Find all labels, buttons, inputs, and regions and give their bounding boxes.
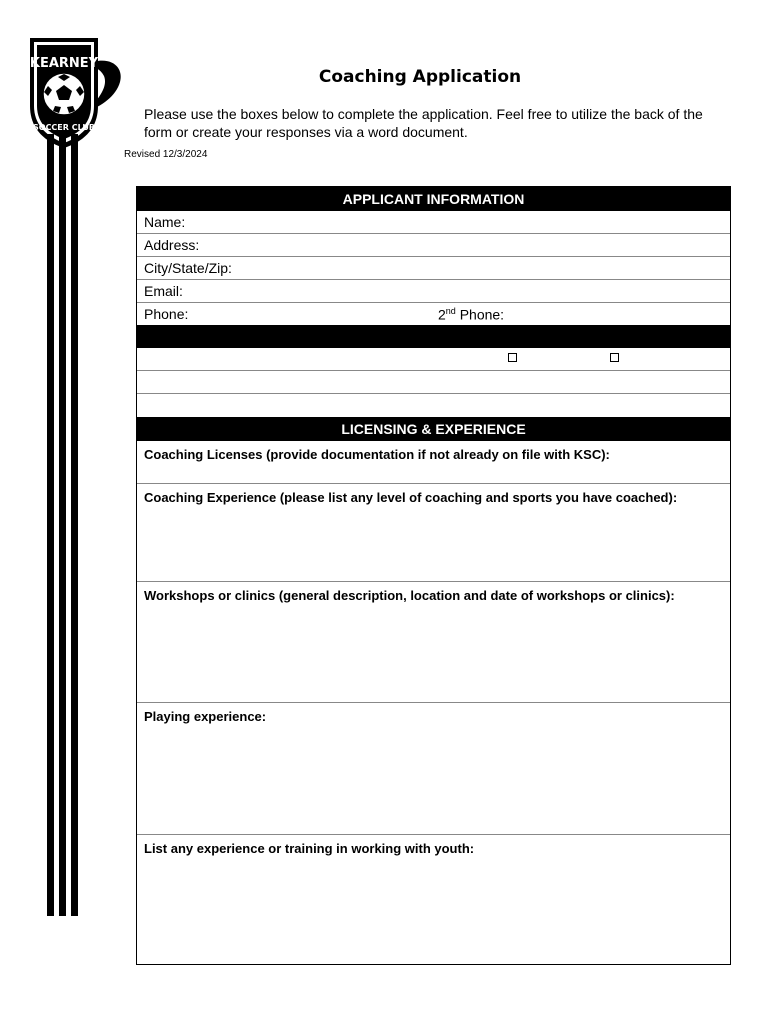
address-row[interactable] (137, 234, 730, 257)
licenses-label: Coaching Licenses (provide documentation if not already on file with KSC): (144, 447, 610, 462)
playing-experience-label: Playing experience: (144, 709, 267, 724)
checkbox-row (137, 348, 730, 371)
intro-line-1: Please use the boxes below to complete the application. Feel free to utilize the back of the (144, 106, 703, 122)
stripe (47, 134, 54, 916)
applicant-heading: APPLICANT INFORMATION (137, 187, 730, 211)
blank-heading-bar (137, 325, 730, 348)
intro-text (144, 105, 754, 141)
blank-row[interactable] (137, 371, 730, 394)
workshops-label: Workshops or clinics (general description, location and date of workshops or clinics): (144, 588, 675, 603)
stripe (59, 134, 66, 916)
email-row[interactable] (137, 280, 730, 303)
city-state-zip-label: City/State/Zip: (144, 260, 232, 276)
phone-label: Phone: (144, 306, 189, 322)
logo-stripes (47, 134, 79, 916)
licensing-heading: LICENSING & EXPERIENCE (137, 417, 730, 441)
second-phone-label (438, 306, 504, 323)
intro-line-2: form or create your responses via a word document. (144, 124, 468, 140)
page-title: Coaching Application (318, 67, 522, 87)
second-phone-text: Phone: (455, 306, 505, 323)
checkbox[interactable] (610, 353, 619, 362)
playing-experience-box[interactable] (137, 703, 730, 835)
coaching-experience-label: Coaching Experience (please list any level of coaching and sports you have coached): (144, 490, 678, 505)
youth-experience-label: List any experience or training in working with youth: (144, 841, 475, 856)
name-label: Name: (144, 214, 186, 230)
workshops-box[interactable] (137, 582, 730, 703)
checkbox[interactable] (508, 353, 517, 362)
coaching-experience-box[interactable] (137, 484, 730, 582)
revised-date: Revised 12/3/2024 (124, 149, 208, 160)
logo-top-text: KEARNEY (29, 56, 99, 71)
blank-row[interactable] (137, 394, 730, 417)
stripe (71, 134, 78, 916)
email-label: Email: (144, 283, 183, 299)
phone-row[interactable] (137, 303, 730, 325)
city-state-zip-row[interactable] (137, 257, 730, 280)
second-phone-sup: nd (445, 306, 456, 316)
address-label: Address: (144, 237, 200, 253)
application-form (136, 186, 731, 965)
logo-arc-text: SOCCER CLUB (33, 123, 95, 132)
second-phone-prefix: 2 (438, 306, 446, 323)
youth-experience-box[interactable] (137, 835, 730, 964)
name-row[interactable] (137, 211, 730, 234)
licenses-box[interactable] (137, 441, 730, 484)
